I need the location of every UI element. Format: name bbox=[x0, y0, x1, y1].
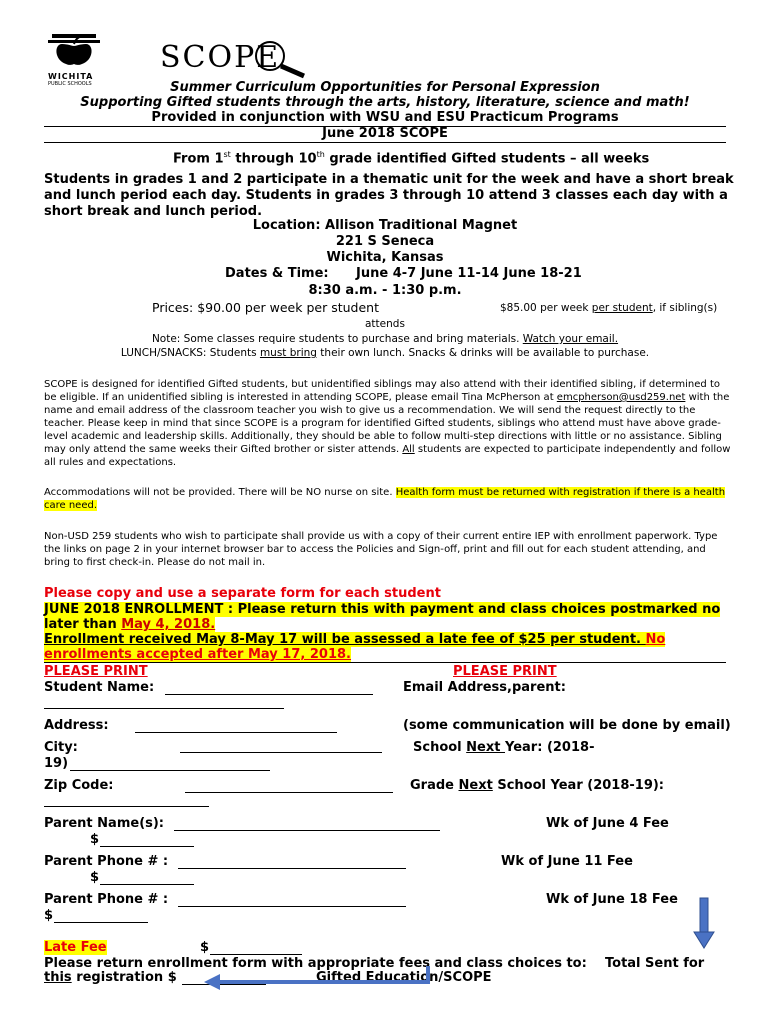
city-label: City: bbox=[44, 740, 78, 755]
city-field[interactable] bbox=[180, 752, 382, 753]
location-label: Location: Allison Traditional Magnet bbox=[252, 218, 518, 233]
scope-logo bbox=[160, 40, 320, 80]
next-year-b: Next bbox=[466, 740, 505, 755]
late-fee-text: Enrollment received May 8-May 17 will be assessed a late fee of $25 per student. bbox=[44, 632, 646, 647]
parent-phone-1-label: Parent Phone # : bbox=[44, 854, 169, 869]
scope-description bbox=[44, 378, 734, 469]
grades-text-a: From 1 bbox=[173, 151, 224, 167]
district-logo bbox=[44, 30, 104, 87]
sibling-price-b: per student bbox=[591, 302, 653, 314]
registration-text: registration $ bbox=[71, 970, 177, 985]
district-logo-text: WICHITA bbox=[48, 72, 94, 81]
late-fee-field[interactable] bbox=[210, 954, 302, 955]
copy-note: Please copy and use a separate form for each student bbox=[44, 586, 441, 601]
grades-sup-b: th bbox=[316, 150, 325, 159]
parent-phone-2-field[interactable] bbox=[178, 906, 406, 907]
grade-label bbox=[410, 778, 664, 793]
no-enrollments-text: No enrollments accepted after May 17, 2018. bbox=[44, 632, 666, 662]
late-fee-dollar: $ bbox=[200, 940, 210, 955]
materials-note bbox=[0, 332, 770, 346]
address-field[interactable] bbox=[135, 732, 337, 733]
title-rule bbox=[44, 142, 726, 143]
lunch-note bbox=[0, 346, 770, 360]
attends-text: attends bbox=[365, 318, 405, 330]
wk3-dollar: $ bbox=[44, 908, 54, 923]
contact-email-link[interactable]: emcpherson@usd259.net bbox=[556, 392, 686, 403]
health-form-note: Health form must be returned with registration if there is a health care need. bbox=[44, 487, 726, 511]
student-name-label: Student Name: bbox=[44, 680, 155, 695]
dates-label: Dates & Time: bbox=[225, 266, 329, 281]
gifted-ed-address: Gifted Education/SCOPE bbox=[316, 970, 492, 985]
prices: Prices: $90.00 per week per student bbox=[152, 300, 379, 315]
scope-description-b: with the name and email address of the classroom teacher you wish to give us a recommendation. We will send the request directly to the teacher. Please keep in mind that since SCOPE is a program for identified Gifted students, siblings who attend must have above grade-level academic and leadership skills. Additionally, they should be able to follow multi-step directions with little or no assistance. Sibling may only attend the same weeks their Gifted brother or sister attends. bbox=[44, 392, 730, 455]
wk3-fee-field[interactable] bbox=[54, 922, 148, 923]
location-street: 221 S Seneca bbox=[335, 234, 435, 249]
late-fee-note bbox=[44, 632, 724, 662]
student-name-field[interactable] bbox=[165, 694, 373, 695]
subtitle-1: Summer Curriculum Opportunities for Personal Expression bbox=[170, 80, 600, 95]
late-fee-highlight: Late Fee bbox=[44, 940, 107, 955]
enrollment-heading-a: JUNE 2018 ENROLLMENT : Please return this with payment and class choices postmarked no later than bbox=[44, 602, 721, 632]
grade-a: Grade bbox=[410, 778, 459, 793]
sibling-price-a: $85.00 per week bbox=[500, 302, 592, 314]
wk1-fee-field[interactable] bbox=[100, 846, 194, 847]
dates-value: June 4-7 June 11-14 June 18-21 bbox=[356, 266, 582, 281]
grade-b: Next bbox=[458, 778, 493, 793]
wk1-fee-label: Wk of June 4 Fee bbox=[546, 816, 669, 831]
arrow-down-icon bbox=[693, 896, 715, 950]
late-fee-label bbox=[44, 940, 107, 955]
non-usd-note: Non-USD 259 students who wish to participate shall provide us with a copy of their current entire IEP with enrollment paperwork. Type the links on page 2 in your internet browser bar to access the Policies and Sign-off, print and fill out for each student attending, and bring to first check-in. Please do not mail in. bbox=[44, 531, 718, 568]
return-instructions: Please return enrollment form with appropriate fees and class choices to: bbox=[44, 956, 587, 971]
apple-icon bbox=[44, 30, 104, 68]
scope-description-all: All bbox=[402, 444, 415, 455]
parent-phone-2-label: Parent Phone # : bbox=[44, 892, 169, 907]
please-print-left: PLEASE PRINT bbox=[44, 664, 148, 679]
email-note: (some communication will be done by email) bbox=[403, 718, 731, 733]
grade-c: School Year (2018-19): bbox=[492, 778, 665, 793]
wk3-fee-label: Wk of June 18 Fee bbox=[546, 892, 678, 907]
email-label: Email Address,parent: bbox=[403, 680, 566, 695]
arrow-left-icon bbox=[200, 962, 440, 990]
accommodations-text: Accommodations will not be provided. There will be NO nurse on site. bbox=[44, 487, 396, 498]
scope-description-d: students are expected to participate independently and follow all rules and expectations. bbox=[44, 444, 731, 468]
zip-field[interactable] bbox=[185, 792, 393, 793]
grades-sup-a: st bbox=[223, 150, 231, 159]
address-label: Address: bbox=[44, 718, 109, 733]
grades-line bbox=[173, 150, 649, 166]
scope-description-a: SCOPE is designed for identified Gifted students, but unidentified siblings may also attend with their identified sibling, if determined to be eligible. If an unidentified sibling is interested in attending SCOPE, please email Tina McPherson at bbox=[44, 379, 720, 403]
wk2-fee-field[interactable] bbox=[100, 884, 194, 885]
grades-text-b: through 10 bbox=[230, 151, 317, 167]
student-name-field-cont[interactable] bbox=[44, 708, 284, 709]
year-tail: 19) bbox=[44, 756, 69, 771]
intro-paragraph: Students in grades 1 and 2 participate in a thematic unit for the week and have a short break and lunch period each day. Students in grades 3 through 10 attend 3 classes each day with a short break and lunch period. bbox=[44, 172, 734, 219]
time-value: 8:30 a.m. - 1:30 p.m. bbox=[308, 283, 462, 298]
accommodations-note bbox=[44, 486, 734, 512]
parent-phone-1-field[interactable] bbox=[178, 868, 406, 869]
wk2-dollar: $ bbox=[90, 870, 100, 885]
magnifying-glass-icon bbox=[252, 40, 312, 80]
wk2-fee-label: Wk of June 11 Fee bbox=[501, 854, 633, 869]
this-registration bbox=[44, 970, 177, 985]
parent-names-label: Parent Name(s): bbox=[44, 816, 165, 831]
next-year-label bbox=[413, 740, 594, 755]
subtitle-2: Supporting Gifted students through the arts, history, literature, science and math! bbox=[80, 95, 690, 110]
location-city: Wichita, Kansas bbox=[326, 250, 444, 265]
subtitle-3: Provided in conjunction with WSU and ESU Practicum Programs bbox=[151, 110, 619, 125]
page-title: June 2018 SCOPE bbox=[322, 126, 448, 141]
school-field[interactable] bbox=[70, 770, 270, 771]
watch-email-text: Watch your email. bbox=[522, 333, 619, 345]
enrollment-heading bbox=[44, 602, 724, 632]
wk1-dollar: $ bbox=[90, 832, 100, 847]
zip-field-cont[interactable] bbox=[44, 806, 209, 807]
please-print-right: PLEASE PRINT bbox=[453, 664, 557, 679]
section-rule bbox=[44, 662, 726, 663]
grades-text-c: grade identified Gifted students – all weeks bbox=[324, 151, 650, 167]
this-text: this bbox=[44, 970, 72, 985]
lunch-note-a: LUNCH/SNACKS: Students bbox=[120, 347, 260, 359]
next-year-a: School bbox=[413, 740, 467, 755]
next-year-c: Year: (2018- bbox=[505, 740, 595, 755]
zip-label: Zip Code: bbox=[44, 778, 114, 793]
lunch-note-c: their own lunch. Snacks & drinks will be available to purchase. bbox=[316, 347, 650, 359]
district-logo-subtext: PUBLIC SCHOOLS bbox=[48, 81, 92, 87]
materials-note-text: Note: Some classes require students to purchase and bring materials. bbox=[151, 333, 523, 345]
scope-wordmark: SCOPE bbox=[160, 40, 281, 75]
total-sent-label: Total Sent for bbox=[605, 956, 705, 971]
parent-names-field[interactable] bbox=[174, 830, 440, 831]
sibling-price-c: , if sibling(s) bbox=[652, 302, 718, 314]
lunch-note-b: must bring bbox=[259, 347, 317, 359]
postmark-date: May 4, 2018. bbox=[121, 617, 216, 632]
